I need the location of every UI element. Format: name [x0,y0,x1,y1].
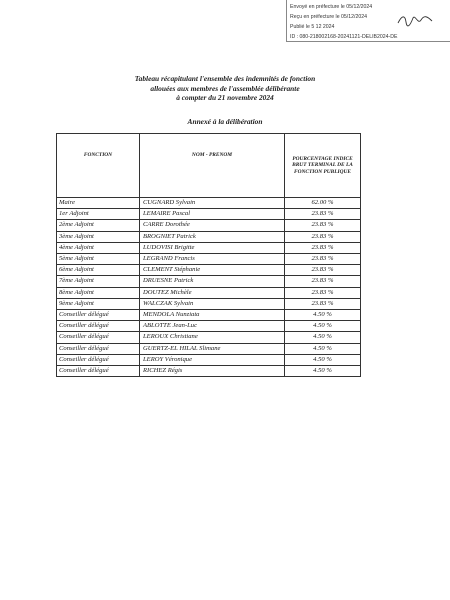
table-row [57,242,361,253]
stamp-published-date: 5 12 2024 [311,24,335,30]
document-title [60,74,390,103]
cell-fonction: 7ème Adjoint [57,276,140,287]
cell-nom: LEROUX Christiane [140,332,285,343]
cell-nom: LEMAIRE Pascal [140,209,285,220]
table-row [57,310,361,321]
annex-label: Annexé à la délibération [187,117,263,126]
table-row [57,298,361,309]
cell-pourcentage: 4.50 % [285,321,361,332]
table-row [57,366,361,377]
table-row [57,254,361,265]
cell-nom: RICHEZ Régis [140,366,285,377]
cell-nom: CUGNARD Sylvain [140,198,285,209]
cell-pourcentage: 4.50 % [285,366,361,377]
cell-pourcentage: 23.83 % [285,220,361,231]
cell-fonction: Conseiller délégué [57,310,140,321]
table-row [57,265,361,276]
cell-fonction: 2ème Adjoint [57,220,140,231]
cell-fonction: 5ème Adjoint [57,254,140,265]
cell-nom: LEGRAND Francis [140,254,285,265]
title-line-3: à compter du 21 novembre 2024 [176,93,274,102]
cell-pourcentage: 4.50 % [285,332,361,343]
prefecture-stamp [286,0,450,42]
cell-fonction: Maire [57,198,140,209]
cell-nom: ABLOTTE Jean-Luc [140,321,285,332]
cell-nom: MENDOLA Nunziata [140,310,285,321]
stamp-published-label: Publié le [290,24,310,30]
column-header-pourcentage: POURCENTAGE INDICE BRUT TERMINAL DE LA FONCTION PUBLIQUE [285,134,361,198]
table-row [57,343,361,354]
stamp-sent-line: Envoyé en préfecture le 05/12/2024 [290,4,373,10]
cell-pourcentage: 23.83 % [285,276,361,287]
column-header-fonction: FONCTION [57,134,140,198]
table-row [57,287,361,298]
column-header-nom: NOM - PRENOM [140,134,285,198]
cell-pourcentage: 23.83 % [285,287,361,298]
cell-pourcentage: 23.83 % [285,254,361,265]
cell-nom: BROGNIET Patrick [140,231,285,242]
cell-fonction: 8ème Adjoint [57,287,140,298]
table-row [57,354,361,365]
cell-fonction: 4ème Adjoint [57,242,140,253]
cell-pourcentage: 23.83 % [285,242,361,253]
cell-pourcentage: 23.83 % [285,265,361,276]
allowance-table [56,133,361,377]
stamp-received-line: Reçu en préfecture le 05/12/2024 [290,14,368,20]
table-row [57,198,361,209]
cell-pourcentage: 23.83 % [285,209,361,220]
table-header-row [57,134,361,198]
cell-fonction: Conseiller délégué [57,343,140,354]
cell-pourcentage: 23.83 % [285,231,361,242]
cell-fonction: 3ème Adjoint [57,231,140,242]
table-row [57,321,361,332]
cell-nom: DRUESNE Patrick [140,276,285,287]
cell-fonction: Conseiller délégué [57,366,140,377]
cell-nom: CARRE Dorothée [140,220,285,231]
table-row [57,231,361,242]
cell-fonction: 1er Adjoint [57,209,140,220]
cell-pourcentage: 4.50 % [285,354,361,365]
cell-nom: DOUTEZ Michèle [140,287,285,298]
title-line-1: Tableau récapitulant l'ensemble des indemnités de fonction [134,74,316,83]
cell-nom: GUERTZ-EL HILAL Slimane [140,343,285,354]
table-row [57,276,361,287]
cell-pourcentage: 4.50 % [285,310,361,321]
stamp-id-line: ID : 080-218002168-20241121-DELIB2024-DE [290,34,398,40]
cell-fonction: 9ème Adjoint [57,298,140,309]
cell-fonction: Conseiller délégué [57,354,140,365]
table-row [57,332,361,343]
cell-fonction: Conseiller délégué [57,332,140,343]
cell-nom: LUDOVISI Brigitte [140,242,285,253]
cell-fonction: 6ème Adjoint [57,265,140,276]
cell-fonction: Conseiller délégué [57,321,140,332]
cell-pourcentage: 62.00 % [285,198,361,209]
cell-nom: LEROY Véronique [140,354,285,365]
title-line-2: allouées aux membres de l'assemblée délibérante [150,83,300,93]
table-body [57,198,361,377]
cell-pourcentage: 4.50 % [285,343,361,354]
table-row [57,209,361,220]
table-row [57,220,361,231]
cell-nom: CLEMENT Stéphanie [140,265,285,276]
cell-pourcentage: 23.83 % [285,298,361,309]
cell-nom: WALCZAK Sylvain [140,298,285,309]
signature-icon [396,11,434,29]
